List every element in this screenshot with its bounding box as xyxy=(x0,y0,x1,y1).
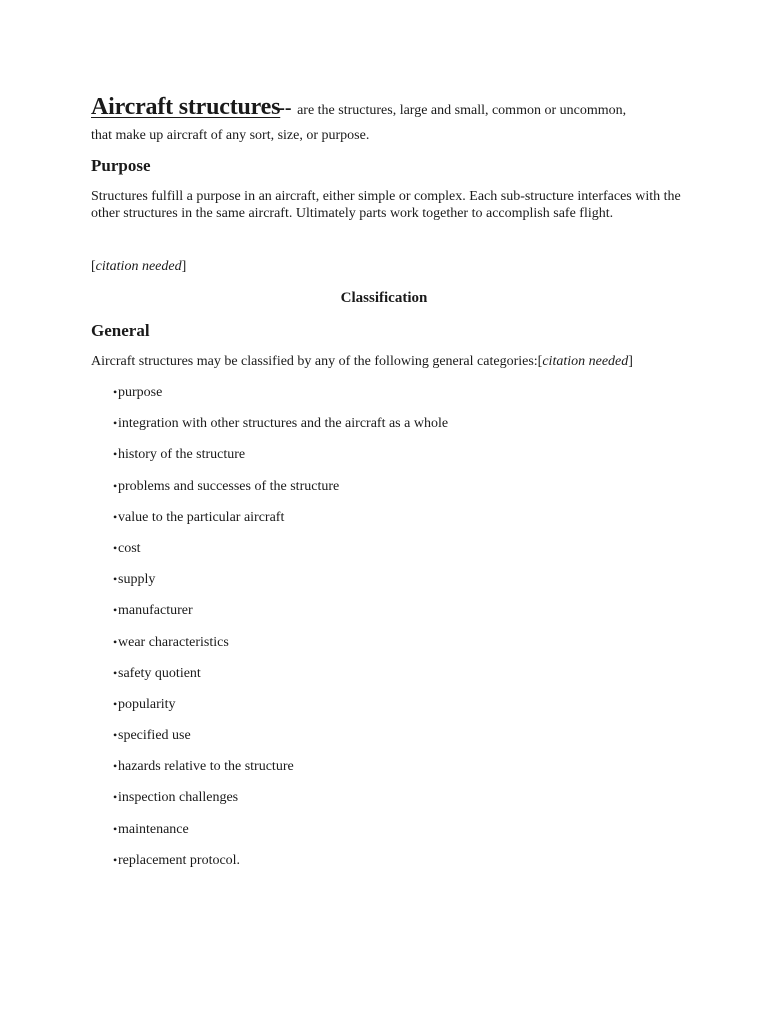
bullet-icon: • xyxy=(113,665,118,680)
list-item xyxy=(113,633,448,664)
article-title-line xyxy=(91,94,691,120)
list-item xyxy=(113,539,448,570)
classification-heading: Classification xyxy=(340,290,428,306)
bullet-icon: • xyxy=(113,540,118,555)
title-dash: -- xyxy=(278,97,292,119)
list-item-label: manufacturer xyxy=(118,603,193,619)
list-item xyxy=(113,664,448,695)
list-item-label: integration with other structures and the aircraft as a whole xyxy=(118,416,449,432)
bullet-icon: • xyxy=(113,696,118,711)
list-item xyxy=(113,383,448,414)
list-item-label: replacement protocol. xyxy=(118,852,241,868)
bullet-icon: • xyxy=(113,447,118,462)
category-list xyxy=(113,383,448,882)
list-item-label: inspection challenges xyxy=(118,790,239,806)
list-item xyxy=(113,788,448,819)
list-item xyxy=(113,820,448,851)
list-item-label: value to the particular aircraft xyxy=(118,509,285,525)
citation-close: ] xyxy=(181,259,187,274)
general-heading: General xyxy=(91,321,150,340)
bullet-icon: • xyxy=(113,603,118,618)
general-intro xyxy=(91,353,681,370)
citation-needed-link[interactable]: citation needed xyxy=(95,259,182,274)
citation-needed-link[interactable]: citation needed xyxy=(542,354,629,369)
intro-text-line2: that make up aircraft of any sort, size, or purpose. xyxy=(91,128,370,143)
article-title: Aircraft structures xyxy=(91,94,281,120)
list-item-label: history of the structure xyxy=(118,447,246,463)
list-item xyxy=(113,726,448,757)
list-item-label: maintenance xyxy=(118,821,189,837)
list-item xyxy=(113,601,448,632)
bullet-icon: • xyxy=(113,416,118,431)
list-item xyxy=(113,477,448,508)
bullet-icon: • xyxy=(113,385,118,399)
bullet-icon: • xyxy=(113,478,118,493)
citation-open: [ xyxy=(91,259,96,274)
list-item-label: cost xyxy=(118,540,141,556)
bullet-icon: • xyxy=(113,572,118,587)
bullet-icon: • xyxy=(113,759,118,774)
general-intro-text: Aircraft structures may be classified by any of the following general categories:[ xyxy=(91,354,543,369)
bullet-icon: • xyxy=(113,634,118,649)
list-item xyxy=(113,414,448,445)
intro-text: are the structures, large and small, common or uncommon, xyxy=(293,103,627,118)
purpose-heading: Purpose xyxy=(91,156,151,175)
list-item xyxy=(113,570,448,601)
list-item xyxy=(113,695,448,726)
bullet-icon: • xyxy=(113,852,118,867)
citation-close: ] xyxy=(628,354,633,369)
bullet-icon: • xyxy=(113,728,118,743)
list-item-label: wear characteristics xyxy=(118,634,229,650)
bullet-icon: • xyxy=(113,821,118,836)
list-item-label: popularity xyxy=(118,696,176,712)
purpose-paragraph: Structures fulfill a purpose in an aircraft, either simple or complex. Each sub-structure interfaces with the other structures in the same aircraft. Ultimately parts work together to accomplish safe flight. xyxy=(91,189,681,221)
list-item xyxy=(113,508,448,539)
list-item-label: problems and successes of the structure xyxy=(118,478,340,494)
list-item-label: safety quotient xyxy=(118,665,201,681)
list-item-label: hazards relative to the structure xyxy=(118,759,294,775)
list-item-label: supply xyxy=(118,572,156,588)
purpose-citation xyxy=(91,258,681,275)
list-item xyxy=(113,757,448,788)
bullet-icon: • xyxy=(113,509,118,524)
bullet-icon: • xyxy=(113,790,118,805)
list-item xyxy=(113,851,448,882)
list-item-label: purpose xyxy=(118,385,163,400)
list-item-label: specified use xyxy=(118,728,191,744)
list-item xyxy=(113,445,448,476)
